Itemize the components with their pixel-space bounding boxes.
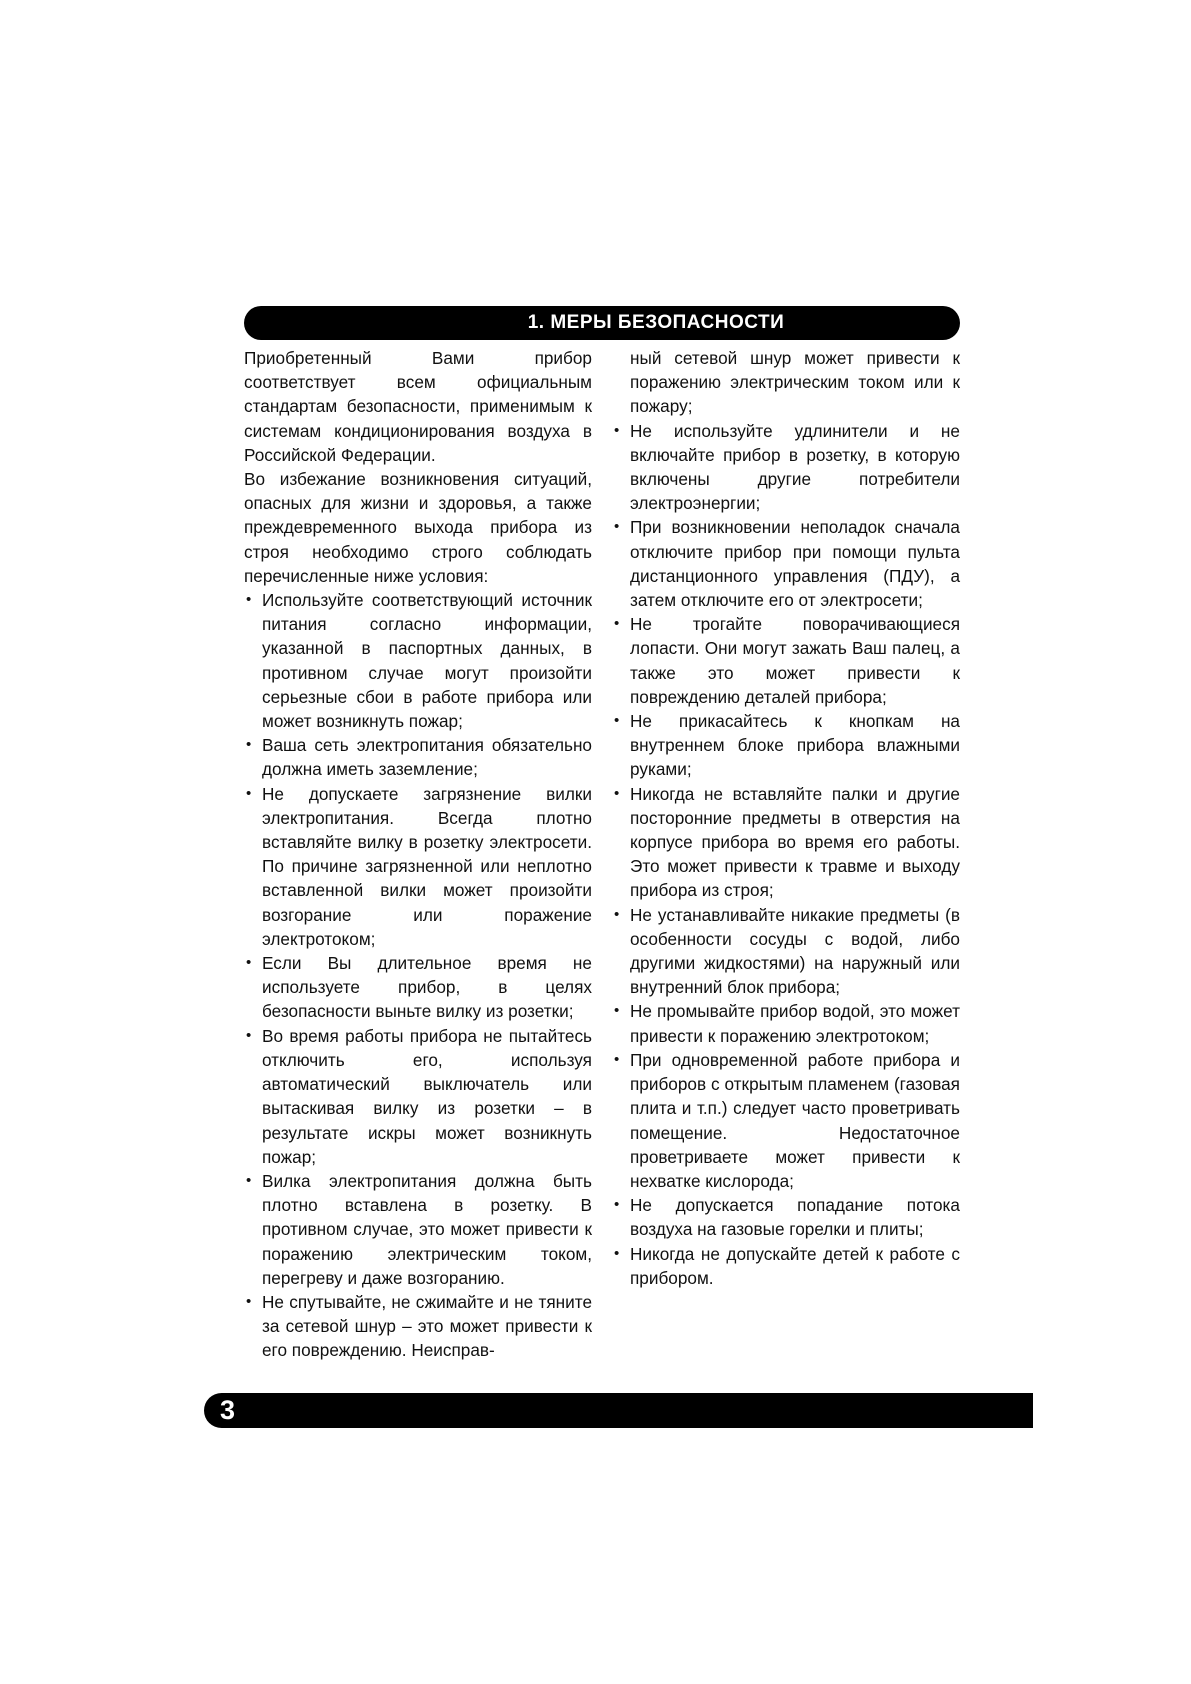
- safety-list: [244, 588, 592, 1363]
- list-item: • При возникновении неполадок сначала отключите прибор при помощи пульта дистанционного управления (ПДУ), а затем отключите его от электросети;: [612, 515, 960, 612]
- list-item: • Если Вы длительное время не используете прибор, в целях безопасности выньте вилку из розетки;: [244, 951, 592, 1024]
- list-item: • Не устанавливайте никакие предметы (в особенности сосуды с водой, либо другими жидкостями) на наружный или внутренний блок прибора;: [612, 903, 960, 1000]
- list-item: • Никогда не допускайте детей к работе с прибором.: [612, 1242, 960, 1290]
- list-item: • Вилка электропитания должна быть плотно вставлена в розетку. В противном случае, это может привести к поражению электрическим током, перегреву и даже возгоранию.: [244, 1169, 592, 1290]
- list-item: • Во время работы прибора не пытайтесь отключить его, используя автоматический выключатель или вытаскивая вилку из розетки – в результате искры может возникнуть пожар;: [244, 1024, 592, 1169]
- list-item: • Не промывайте прибор водой, это может привести к поражению электротоком;: [612, 999, 960, 1047]
- list-item: • Не спутывайте, не сжимайте и не тяните за сетевой шнур – это может привести к его повреждению. Неисправ-: [244, 1290, 592, 1363]
- safety-list: [612, 419, 960, 1290]
- right-column: [612, 346, 960, 1290]
- list-item: • Не используйте удлинители и не включайте прибор в розетку, в которую включены другие потребители электроэнергии;: [612, 419, 960, 516]
- section-header-bar: [244, 306, 960, 340]
- list-item: • Никогда не вставляйте палки и другие посторонние предметы в отверстия на корпусе прибора во время его работы. Это может привести к травме и выходу прибора из строя;: [612, 782, 960, 903]
- section-title: 1. МЕРЫ БЕЗОПАСНОСТИ: [527, 312, 785, 333]
- page-number: 3: [220, 1395, 236, 1425]
- list-item: • Не допускаете загрязнение вилки электропитания. Всегда плотно вставляйте вилку в розетку электросети. По причине загрязненной или неплотно вставленной вилки может произойти возгорание или поражение электротоком;: [244, 782, 592, 951]
- list-item: • Не прикасайтесь к кнопкам на внутреннем блоке прибора влажными руками;: [612, 709, 960, 782]
- left-column: [244, 346, 592, 1363]
- intro-paragraph: Приобретенный Вами прибор соответствует всем официальным стандартам безопасности, применимым к системам кондиционирования воздуха в Российской Федерации.: [244, 348, 592, 465]
- list-item-continuation: ный сетевой шнур может привести к поражению электрическим током или к пожару;: [630, 348, 960, 417]
- list-item: • Не трогайте поворачивающиеся лопасти. Они могут зажать Ваш палец, а также это может привести к повреждению деталей прибора;: [612, 612, 960, 709]
- list-item: • При одновременной работе прибора и приборов с открытым пламенем (газовая плита и т.п.) следует часто проветривать помещение. Недостаточное проветриваете может привести к нехватке кислорода;: [612, 1048, 960, 1193]
- footer-bar: [204, 1393, 1033, 1428]
- list-item: • Не допускается попадание потока воздуха на газовые горелки и плиты;: [612, 1193, 960, 1241]
- list-item: • Используйте соответствующий источник питания согласно информации, указанной в паспортных данных, в противном случае могут произойти серьезные сбои в работе прибора или может возникнуть пожар;: [244, 588, 592, 733]
- list-item: • Ваша сеть электропитания обязательно должна иметь заземление;: [244, 733, 592, 781]
- intro-paragraph: Во избежание возникновения ситуаций, опасных для жизни и здоровья, а также преждевременного выхода прибора из строя необходимо строго соблюдать перечисленные ниже условия:: [244, 469, 592, 586]
